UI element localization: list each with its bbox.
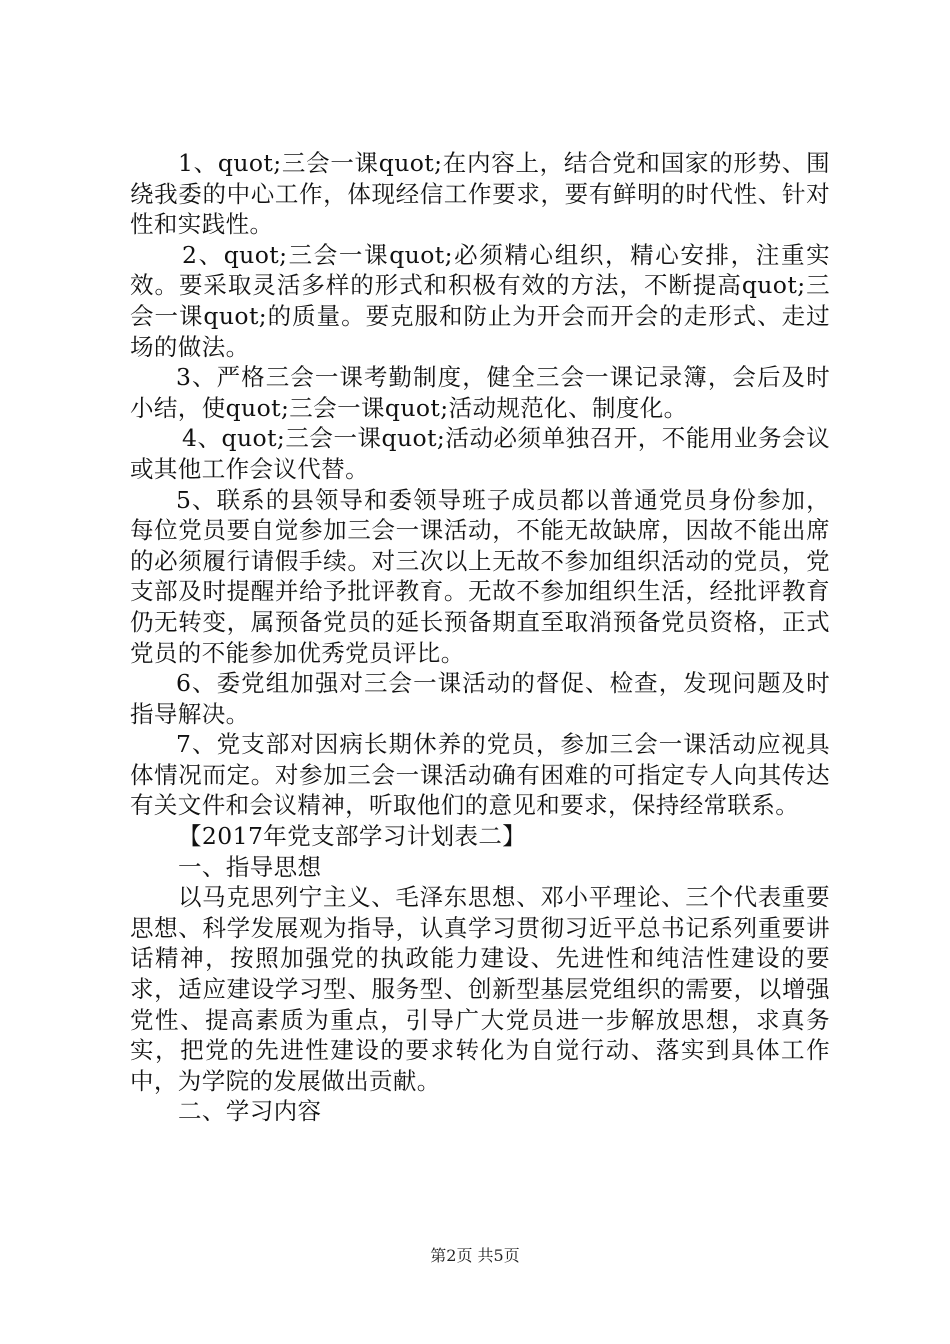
paragraph-guiding-thought: 以马克思列宁主义、毛泽东思想、邓小平理论、三个代表重要思想、科学发展观为指导，认真学习贯彻习近平总书记系列重要讲话精神，按照加强党的执政能力建设、先进性和纯洁性建设的要求，适应建设学习型、服务型、创新型基层党组织的需要，以增强党性、提高素质为重点，引导广大党员进一步解放思想，求真务实，把党的先进性建设的要求转化为自觉行动、落实到具体工作中，为学院的发展做出贡献。 bbox=[130, 883, 830, 1095]
paragraph-item-2: 2、quot;三会一课quot;必须精心组织，精心安排，注重实效。要采取灵活多样的形式和积极有效的方法，不断提高quot;三会一课quot;的质量。要克服和防止为开会而开会的走形式、走过场的做法。 bbox=[130, 240, 830, 361]
section-heading-guiding-thought: 一、指导思想 bbox=[178, 852, 322, 881]
paragraph-item-4: 4、quot;三会一课quot;活动必须单独召开，不能用业务会议或其他工作会议代替。 bbox=[130, 424, 830, 483]
paragraph-item-5: 5、联系的县领导和委领导班子成员都以普通党员身份参加，每位党员要自觉参加三会一课活动，不能无故缺席，因故不能出席的必须履行请假手续。对三次以上无故不参加组织活动的党员，党支部及时提醒并给予批评教育。无故不参加组织生活，经批评教育仍无转变，属预备党员的延长预备期直至取消预备党员资格，正式党员的不能参加优秀党员评比。 bbox=[130, 485, 830, 667]
paragraph-item-1: 1、quot;三会一课quot;在内容上，结合党和国家的形势、围绕我委的中心工作，体现经信工作要求，要有鲜明的时代性、针对性和实践性。 bbox=[130, 149, 830, 239]
section-title: 【2017年党支部学习计划表二】 bbox=[178, 822, 527, 851]
paragraph-item-6: 6、委党组加强对三会一课活动的督促、检查，发现问题及时指导解决。 bbox=[130, 669, 830, 728]
paragraph-item-7: 7、党支部对因病长期休养的党员，参加三会一课活动应视具体情况而定。对参加三会一课活动确有困难的可指定专人向其传达有关文件和会议精神，听取他们的意见和要求，保持经常联系。 bbox=[130, 730, 830, 820]
document-body bbox=[130, 148, 830, 1127]
page-footer: 第2页 共5页 bbox=[430, 1246, 520, 1265]
section-heading-study-content: 二、学习内容 bbox=[178, 1097, 322, 1126]
paragraph-item-3: 3、严格三会一课考勤制度，健全三会一课记录簿，会后及时小结，使quot;三会一课quot;活动规范化、制度化。 bbox=[130, 363, 830, 422]
